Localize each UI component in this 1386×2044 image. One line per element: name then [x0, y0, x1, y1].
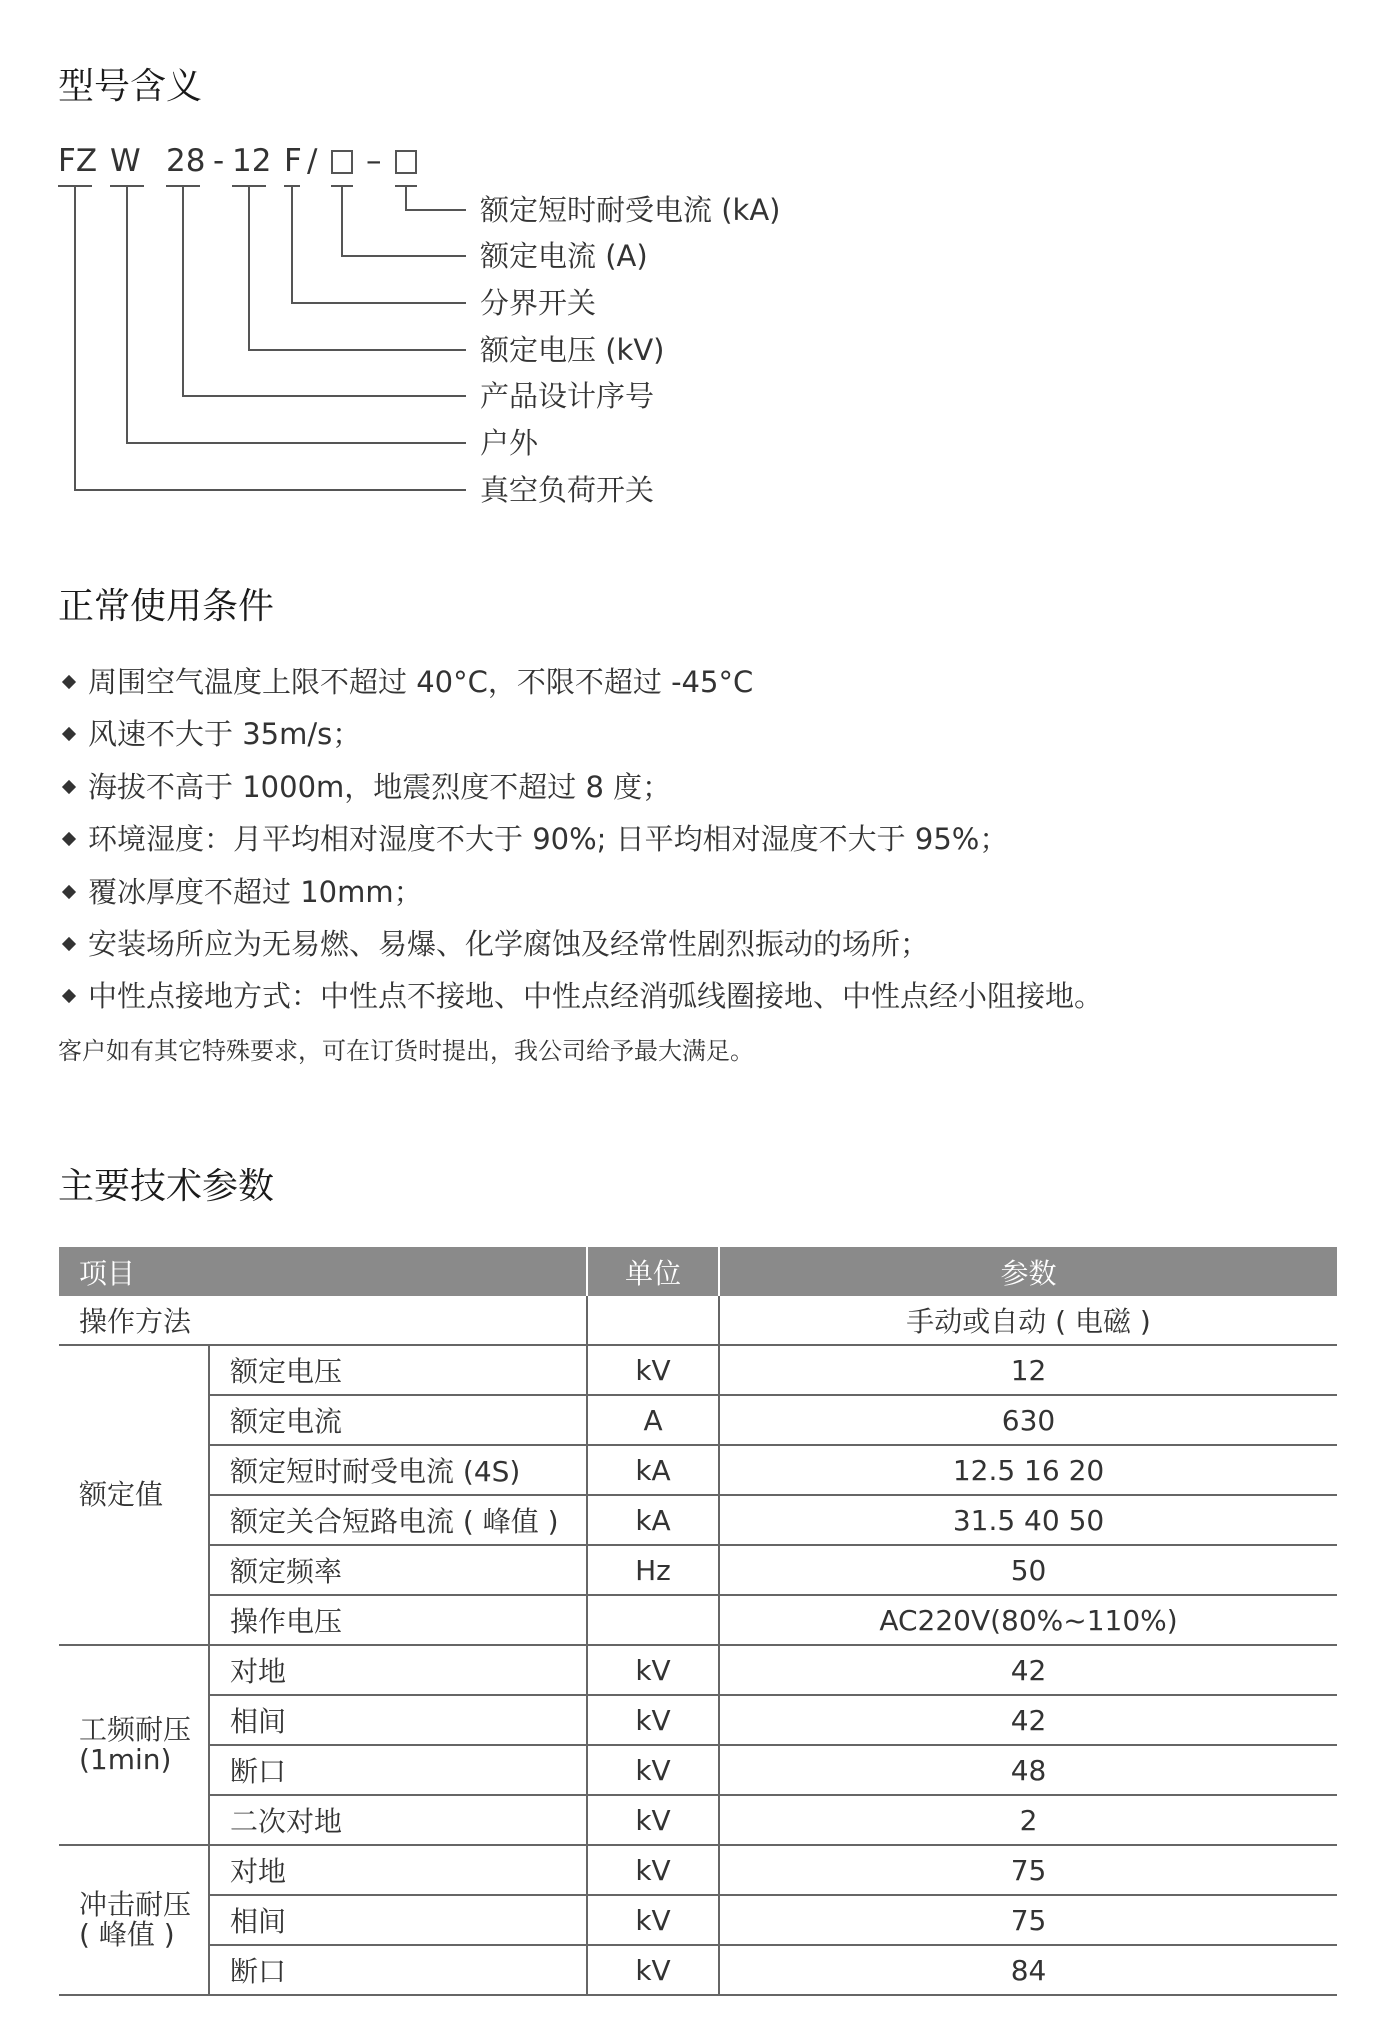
- row-value: 12.5 16 20: [719, 1445, 1337, 1495]
- condition-item: 安装场所应为无易燃、易爆、化学腐蚀及经常性剧烈振动的场所；: [58, 924, 929, 964]
- model-meaning-title: 型号含义: [58, 66, 203, 107]
- model-code-connector-lines: [0, 0, 1386, 520]
- diamond-bullet-icon: [62, 885, 76, 899]
- condition-item: 中性点接地方式：中性点不接地、中性点经消弧线圈接地、中性点经小阻接地。: [58, 976, 1103, 1016]
- row-item: 对地: [209, 1845, 587, 1895]
- row-item: 相间: [209, 1695, 587, 1745]
- code-slash: /: [307, 143, 318, 179]
- label-vacuum-load-switch: 真空负荷开关: [480, 473, 655, 507]
- row-item: 断口: [209, 1745, 587, 1795]
- row-item: 额定电流: [209, 1395, 587, 1445]
- row-value: AC220V(80%~110%): [719, 1595, 1337, 1645]
- diamond-bullet-icon: [62, 780, 76, 794]
- row-item: 对地: [209, 1645, 587, 1695]
- table-row: [59, 1296, 1337, 1345]
- row-value: 42: [719, 1695, 1337, 1745]
- row-value: 50: [719, 1545, 1337, 1595]
- condition-item: 覆冰厚度不超过 10mm；: [58, 872, 423, 912]
- table-row: [59, 1545, 1337, 1595]
- table-row: [59, 1595, 1337, 1645]
- row-unit: kV: [587, 1945, 719, 1995]
- row-unit: kV: [587, 1895, 719, 1945]
- table-row: [59, 1895, 1337, 1945]
- label-rated-current: 额定电流 (A): [480, 239, 648, 273]
- tech-params-table: [59, 1247, 1337, 1996]
- special-requirements-note: 客户如有其它特殊要求，可在订货时提出，我公司给予最大满足。: [58, 1037, 754, 1065]
- row-item: 断口: [209, 1945, 587, 1995]
- table-row: [59, 1345, 1337, 1395]
- label-design-number: 产品设计序号: [480, 379, 655, 413]
- row-unit: kV: [587, 1645, 719, 1695]
- row-unit: kV: [587, 1795, 719, 1845]
- row-unit: kA: [587, 1495, 719, 1545]
- table-row: [59, 1845, 1337, 1895]
- operation-method-label: 操作方法: [59, 1296, 587, 1345]
- code-f: F: [284, 143, 302, 179]
- diamond-bullet-icon: [62, 937, 76, 951]
- condition-item: 周围空气温度上限不超过 40°C，不限不超过 -45°C: [58, 662, 753, 702]
- operation-method-value: 手动或自动 ( 电磁 ): [719, 1296, 1337, 1345]
- condition-item: 海拔不高于 1000m，地震烈度不超过 8 度；: [58, 767, 671, 807]
- group-impulse-withstand: 冲击耐压 ( 峰值 ): [59, 1845, 209, 1995]
- table-row: [59, 1645, 1337, 1695]
- row-unit: kA: [587, 1445, 719, 1495]
- row-value: 84: [719, 1945, 1337, 1995]
- row-value: 12: [719, 1345, 1337, 1395]
- condition-item: 风速不大于 35m/s；: [58, 714, 361, 754]
- row-unit: kV: [587, 1845, 719, 1895]
- diamond-bullet-icon: [62, 675, 76, 689]
- row-unit: A: [587, 1395, 719, 1445]
- table-row: [59, 1445, 1337, 1495]
- row-item: 相间: [209, 1895, 587, 1945]
- code-en-dash: –: [366, 143, 382, 179]
- code-dash: -: [213, 143, 225, 179]
- table-row: [59, 1745, 1337, 1795]
- row-item: 额定关合短路电流 ( 峰值 ): [209, 1495, 587, 1545]
- row-unit: Hz: [587, 1545, 719, 1595]
- conditions-title: 正常使用条件: [58, 586, 275, 627]
- row-item: 操作电压: [209, 1595, 587, 1645]
- row-unit: [587, 1595, 719, 1645]
- row-item: 额定电压: [209, 1345, 587, 1395]
- table-row: [59, 1495, 1337, 1545]
- row-unit: kV: [587, 1745, 719, 1795]
- condition-item: 环境湿度：月平均相对湿度不大于 90%; 日平均相对湿度不大于 95%；: [58, 819, 1008, 859]
- header-item: 项目: [59, 1247, 587, 1296]
- table-row: [59, 1695, 1337, 1745]
- row-unit: kV: [587, 1695, 719, 1745]
- table-row: [59, 1395, 1337, 1445]
- table-header-row: [59, 1247, 1337, 1296]
- row-item: 二次对地: [209, 1795, 587, 1845]
- diamond-bullet-icon: [62, 832, 76, 846]
- header-unit: 单位: [587, 1247, 719, 1296]
- label-boundary-switch: 分界开关: [480, 286, 597, 320]
- code-fz: FZ: [58, 143, 98, 179]
- code-w: W: [110, 143, 141, 179]
- group-power-frequency-withstand: 工频耐压 (1min): [59, 1645, 209, 1845]
- row-value: 31.5 40 50: [719, 1495, 1337, 1545]
- row-value: 42: [719, 1645, 1337, 1695]
- table-row: [59, 1945, 1337, 1995]
- params-title: 主要技术参数: [58, 1166, 275, 1207]
- row-item: 额定频率: [209, 1545, 587, 1595]
- label-short-time-current: 额定短时耐受电流 (kA): [480, 193, 781, 227]
- label-rated-voltage: 额定电压 (kV): [480, 333, 665, 367]
- row-value: 48: [719, 1745, 1337, 1795]
- label-outdoor: 户外: [480, 426, 539, 460]
- row-item: 额定短时耐受电流 (4S): [209, 1445, 587, 1495]
- code-12: 12: [232, 143, 272, 179]
- row-value: 75: [719, 1845, 1337, 1895]
- row-value: 75: [719, 1895, 1337, 1945]
- row-value: 630: [719, 1395, 1337, 1445]
- row-unit: kV: [587, 1345, 719, 1395]
- diamond-bullet-icon: [62, 989, 76, 1003]
- table-row: [59, 1795, 1337, 1845]
- code-28: 28: [166, 143, 206, 179]
- row-value: 2: [719, 1795, 1337, 1845]
- operation-method-unit: [587, 1296, 719, 1345]
- group-rated-values: 额定值: [59, 1345, 209, 1645]
- header-param: 参数: [719, 1247, 1337, 1296]
- diamond-bullet-icon: [62, 727, 76, 741]
